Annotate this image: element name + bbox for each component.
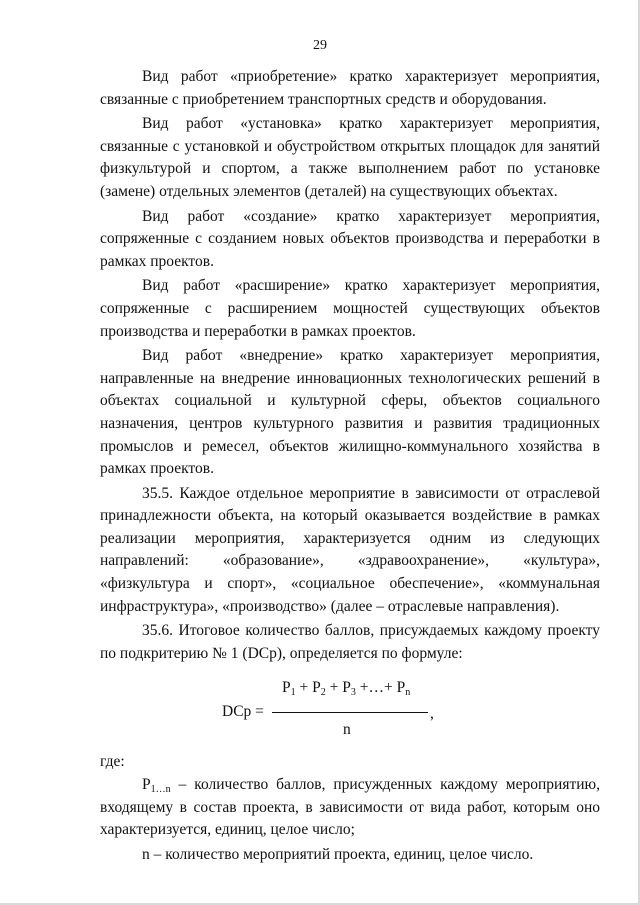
- paragraph-creation: Вид работ «создание» кратко характеризует мероприятия, сопряженные с созданием новых объектов производства и переработки в рамках проектов.: [100, 207, 600, 270]
- formula-comma: ,: [430, 705, 434, 723]
- paragraph-installation: Вид работ «установка» кратко характеризует мероприятия, связанные с установкой и обустройством открытых площадок для занятий физкультурой и спортом, а также выполнением работ по установке (замене) отдельных элементов (деталей) на существующих объектах.: [100, 115, 600, 200]
- formula: [100, 673, 600, 751]
- formula-denominator: n: [343, 721, 351, 739]
- definition-p: $P_{1\dots n}$ – количество баллов, присужденных каждому мероприятию, входящему в состав проекта, в зависимости от вида работ, которым оно характеризуется, единиц, целое число;: [100, 776, 600, 839]
- document-body: [100, 66, 600, 866]
- formula-lhs: DCp =: [222, 703, 264, 721]
- page-number: 29: [313, 38, 327, 53]
- fraction-bar: [272, 712, 428, 713]
- paragraph-implementation: Вид работ «внедрение» кратко характеризует мероприятия, направленные на внедрение инновационных технологических решений в объектах социальной и культурной сферы, объектов социального назначения, центров культурного развития и развития традиционных промыслов и ремесел, объектов жилищно-коммунального хозяйства в рамках проектов.: [100, 347, 600, 478]
- paragraph-acquisition: Вид работ «приобретение» кратко характеризует мероприятия, связанные с приобретением транспортных средств и оборудования.: [100, 68, 600, 108]
- where-label: где:: [100, 753, 125, 771]
- paragraph-35-6: 35.6. Итоговое количество баллов, присуждаемых каждому проекту по подкритерию № 1 (DCp), определяется по формуле:: [100, 622, 600, 662]
- definition-n: n – количество мероприятий проекта, единиц, целое число.: [142, 845, 534, 863]
- paragraph-35-5: 35.5. Каждое отдельное мероприятие в зависимости от отраслевой принадлежности объекта, на который оказывается воздействие в рамках реализации мероприятия, характеризуется одним из следующих направлений: «образование», «здравоохранение», «культура», «физкультура и спорт», «социальное обеспечение», «коммунальная инфраструктура», «производство» (далее – отраслевые направления).: [100, 484, 600, 615]
- formula-numerator: $P_1 + P_2 + P_3$ +…+ $P_n$: [282, 679, 411, 699]
- paragraph-expansion: Вид работ «расширение» кратко характеризует мероприятия, сопряженные с расширением мощностей существующих объектов производства и переработки в рамках проектов.: [100, 277, 600, 340]
